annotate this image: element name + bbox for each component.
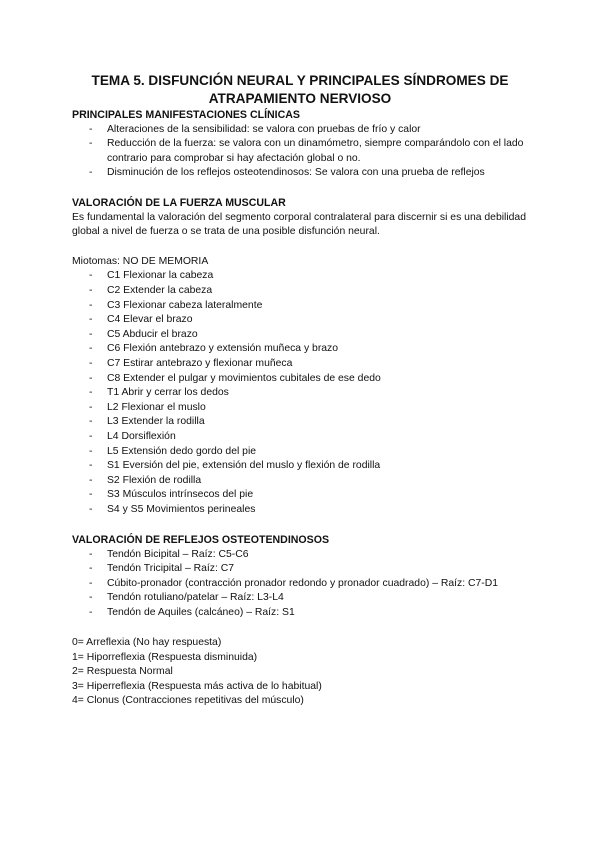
- list-item-text: S4 y S5 Movimientos perineales: [107, 503, 256, 515]
- bullet-dash: -: [89, 357, 93, 369]
- list-item: [72, 548, 552, 563]
- section-heading: PRINCIPALES MANIFESTACIONES CLÍNICAS: [72, 109, 300, 121]
- list-item: [72, 166, 552, 181]
- bullet-dash: -: [89, 606, 93, 618]
- list-item: [72, 313, 552, 328]
- manifestaciones-list: [72, 123, 552, 181]
- list-item-text: Tendón Tricipital – Raíz: C7: [107, 563, 235, 575]
- list-item-text: C4 Elevar el brazo: [107, 314, 193, 326]
- title-line-2: ATRAPAMIENTO NERVIOSO: [208, 90, 392, 106]
- bullet-dash: -: [89, 445, 93, 457]
- bullet-dash: -: [89, 284, 93, 296]
- list-item: [72, 328, 552, 343]
- list-item-text: C6 Flexión antebrazo y extensión muñeca y brazo: [107, 343, 339, 355]
- list-item: [72, 459, 552, 474]
- bullet-dash: -: [89, 401, 93, 413]
- list-item-text: Tendón Bicipital – Raíz: C5-C6: [107, 548, 249, 560]
- list-item: [72, 445, 552, 460]
- list-item-text: C5 Abducir el brazo: [107, 328, 198, 340]
- scale-line: 0= Arreflexia (No hay respuesta): [72, 637, 222, 648]
- bullet-dash: -: [89, 299, 93, 311]
- bullet-dash: -: [89, 314, 93, 326]
- bullet-dash: -: [89, 577, 93, 589]
- bullet-dash: -: [89, 563, 93, 575]
- fuerza-paragraph: Es fundamental la valoración del segmento corporal contralateral para discernir si es una debilidad global a nivel de fuerza o se trata de una posible disfunción neural.: [72, 211, 526, 238]
- list-item-text: Disminución de los reflejos osteotendinosos: Se valora con una prueba de reflejos: [107, 167, 485, 179]
- list-item: [72, 137, 552, 166]
- list-item: [72, 284, 552, 299]
- document-title: [40, 72, 560, 107]
- list-item-text: C8 Extender el pulgar y movimientos cubitales de ese dedo: [107, 372, 381, 384]
- list-item: [72, 269, 552, 284]
- bullet-dash: -: [89, 430, 93, 442]
- bullet-dash: -: [89, 548, 93, 560]
- list-item: [72, 606, 552, 621]
- bullet-dash: -: [89, 138, 93, 150]
- miotomas-list: [72, 269, 552, 517]
- bullet-dash: -: [89, 489, 93, 501]
- bullet-dash: -: [89, 328, 93, 340]
- section-heading: VALORACIÓN DE LA FUERZA MUSCULAR: [72, 197, 286, 209]
- list-item-text: L3 Extender la rodilla: [107, 416, 205, 428]
- list-item: [72, 415, 552, 430]
- list-item: [72, 372, 552, 387]
- list-item-text: Tendón rotuliano/patelar – Raíz: L3-L4: [107, 592, 284, 604]
- bullet-dash: -: [89, 387, 93, 399]
- bullet-dash: -: [89, 503, 93, 515]
- list-item-text: Alteraciones de la sensibilidad: se valora con pruebas de frío y calor: [107, 123, 421, 135]
- bullet-dash: -: [89, 372, 93, 384]
- bullet-dash: -: [89, 416, 93, 428]
- list-item: [72, 503, 552, 518]
- section-reflejos: [72, 533, 552, 621]
- list-item-text: L4 Dorsiflexión: [107, 430, 176, 442]
- bullet-dash: -: [89, 123, 93, 135]
- bullet-dash: -: [89, 343, 93, 355]
- list-item: [72, 488, 552, 503]
- scale-line: 3= Hiperreflexia (Respuesta más activa de lo habitual): [72, 680, 322, 692]
- bullet-dash: -: [89, 167, 93, 179]
- list-item: [72, 474, 552, 489]
- list-item: [72, 386, 552, 401]
- section-manifestaciones: [72, 108, 552, 181]
- scale-line: 1= Hiporreflexia (Respuesta disminuida): [72, 651, 258, 663]
- list-item: [72, 591, 552, 606]
- reflex-grading-scale: [72, 636, 552, 709]
- list-item-text: Reducción de la fuerza: se valora con un dinamómetro, siempre comparándolo con el lado contrario para comprobar si hay afectación global o no.: [107, 138, 524, 164]
- bullet-dash: -: [89, 474, 93, 486]
- list-item-text: Tendón de Aquiles (calcáneo) – Raíz: S1: [107, 606, 295, 618]
- section-heading: VALORACIÓN DE REFLEJOS OSTEOTENDINOSOS: [72, 534, 330, 546]
- list-item: [72, 401, 552, 416]
- reflejos-list: [72, 548, 552, 621]
- list-item: [72, 342, 552, 357]
- list-item-text: L2 Flexionar el muslo: [107, 401, 206, 413]
- list-item-text: T1 Abrir y cerrar los dedos: [107, 387, 229, 399]
- list-item-text: C1 Flexionar la cabeza: [107, 270, 214, 282]
- list-item: [72, 562, 552, 577]
- list-item-text: C2 Extender la cabeza: [107, 284, 213, 296]
- bullet-dash: -: [89, 460, 93, 472]
- list-item-text: S2 Flexión de rodilla: [107, 474, 202, 486]
- list-item-text: Cúbito-pronador (contracción pronador redondo y pronador cuadrado) – Raíz: C7-D1: [107, 577, 499, 589]
- list-item-text: C3 Flexionar cabeza lateralmente: [107, 299, 263, 311]
- bullet-dash: -: [89, 592, 93, 604]
- list-item: [72, 123, 552, 138]
- list-item-text: S3 Músculos intrínsecos del pie: [107, 489, 254, 501]
- list-item-text: S1 Eversión del pie, extensión del muslo y flexión de rodilla: [107, 460, 381, 472]
- list-item: [72, 299, 552, 314]
- scale-line: 2= Respuesta Normal: [72, 666, 173, 678]
- section-fuerza-muscular: [72, 196, 552, 517]
- list-item-text: C7 Estirar antebrazo y flexionar muñeca: [107, 357, 293, 369]
- list-item: [72, 357, 552, 372]
- list-item: [72, 577, 552, 592]
- list-item-text: L5 Extensión dedo gordo del pie: [107, 445, 257, 457]
- scale-line: 4= Clonus (Contracciones repetitivas del músculo): [72, 695, 304, 707]
- miotomas-label: Miotomas: NO DE MEMORIA: [72, 255, 209, 267]
- list-item: [72, 430, 552, 445]
- title-line-1: TEMA 5. DISFUNCIÓN NEURAL Y PRINCIPALES SÍNDROMES DE: [91, 73, 509, 88]
- bullet-dash: -: [89, 270, 93, 282]
